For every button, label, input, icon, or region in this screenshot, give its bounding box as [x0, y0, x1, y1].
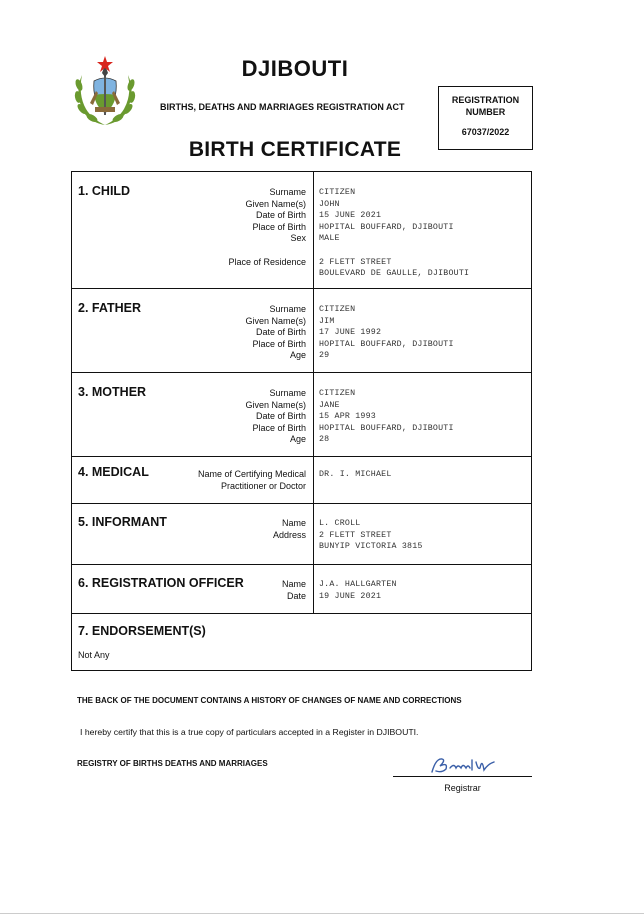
back-of-document-note: THE BACK OF THE DOCUMENT CONTAINS A HISTORY OF CHANGES OF NAME AND CORRECTIONS: [77, 696, 462, 705]
field-value: 15 JUNE 2021: [319, 211, 382, 221]
section-title: 2. FATHER: [78, 301, 141, 315]
field-value: MALE: [319, 234, 340, 244]
field-value: JANE: [319, 400, 340, 410]
field-value: 28: [319, 435, 330, 445]
field-label: Date of Birth: [255, 411, 306, 422]
registrar-label: Registrar: [444, 783, 481, 793]
field-label: Date: [286, 590, 306, 601]
field-label: Surname: [269, 388, 306, 398]
field-value: CITIZEN: [319, 305, 356, 314]
section-mother: [72, 373, 531, 457]
certificate-table: [71, 171, 532, 671]
field-value: J.A. HALLGARTEN: [319, 580, 397, 589]
field-label: Name of Certifying Medical: [197, 469, 306, 479]
field-value: L. CROLL: [319, 519, 361, 528]
country-title: DJIBOUTI: [241, 56, 349, 81]
field-label: Age: [289, 434, 306, 445]
field-label: Place of Birth: [252, 338, 306, 349]
field-value: JIM: [319, 316, 335, 326]
section-endorsements: [72, 614, 531, 670]
registration-number: 67037/2022: [461, 127, 510, 137]
field-label: Place of Residence: [228, 256, 306, 267]
field-label: Given Name(s): [245, 198, 306, 209]
section-title: 5. INFORMANT: [78, 515, 167, 529]
field-value: 2 FLETT STREET: [319, 530, 392, 540]
section-title: 7. ENDORSEMENT(S): [78, 624, 206, 638]
field-label: Address: [272, 529, 306, 540]
field-value: JOHN: [319, 199, 340, 209]
page-bottom-edge: [0, 913, 644, 914]
section-child: [72, 172, 531, 289]
field-label: Name: [281, 518, 306, 528]
section-registration-officer: [72, 565, 531, 614]
field-label: Given Name(s): [245, 315, 306, 326]
field-label: Surname: [269, 187, 306, 197]
field-value: 19 JUNE 2021: [319, 591, 382, 601]
field-label: Name: [281, 579, 306, 589]
field-value: DR. I. MICHAEL: [319, 470, 392, 479]
section-father: [72, 289, 531, 373]
field-label: Date of Birth: [255, 210, 306, 221]
certificate-title: BIRTH CERTIFICATE: [188, 138, 402, 161]
field-label: Surname: [269, 304, 306, 314]
field-value: 2 FLETT STREET: [319, 257, 392, 267]
registration-number-box: [438, 86, 533, 150]
signature-line: [393, 776, 532, 777]
field-value: 29: [319, 351, 330, 361]
section-title: 1. CHILD: [78, 184, 131, 198]
field-label: Date of Birth: [255, 327, 306, 338]
field-label: Place of Birth: [252, 221, 306, 232]
endorsement-text: Not Any: [78, 650, 110, 660]
field-label: Age: [289, 350, 306, 361]
certification-statement: I hereby certify that this is a true copy of particulars accepted in a Register in DJIBOUTI.: [80, 727, 419, 737]
registrar-signature: [428, 754, 498, 776]
registry-name: REGISTRY OF BIRTHS DEATHS AND MARRIAGES: [77, 759, 268, 768]
registration-number-label: REGISTRATION NUMBER: [451, 95, 520, 117]
registration-act: BIRTHS, DEATHS AND MARRIAGES REGISTRATION ACT: [160, 102, 405, 112]
field-value: BOULEVARD DE GAULLE, DJIBOUTI: [319, 269, 470, 279]
field-label: Sex: [290, 233, 306, 244]
section-informant: [72, 504, 531, 565]
field-value: CITIZEN: [319, 389, 356, 398]
section-title: 6. REGISTRATION OFFICER: [78, 576, 244, 590]
field-value: 17 JUNE 1992: [319, 328, 382, 338]
field-value: HOPITAL BOUFFARD, DJIBOUTI: [319, 339, 454, 349]
field-value: HOPITAL BOUFFARD, DJIBOUTI: [319, 423, 454, 433]
field-label: Practitioner or Doctor: [220, 480, 306, 491]
field-value: 15 APR 1993: [319, 412, 376, 422]
field-label: Place of Birth: [252, 422, 306, 433]
section-medical: [72, 457, 531, 504]
field-value: BUNYIP VICTORIA 3815: [319, 542, 423, 552]
section-title: 4. MEDICAL: [78, 465, 149, 479]
field-label: Given Name(s): [245, 399, 306, 410]
field-value: CITIZEN: [319, 188, 356, 197]
section-title: 3. MOTHER: [78, 385, 147, 399]
field-value: HOPITAL BOUFFARD, DJIBOUTI: [319, 222, 454, 232]
djibouti-emblem-icon: [70, 55, 140, 129]
